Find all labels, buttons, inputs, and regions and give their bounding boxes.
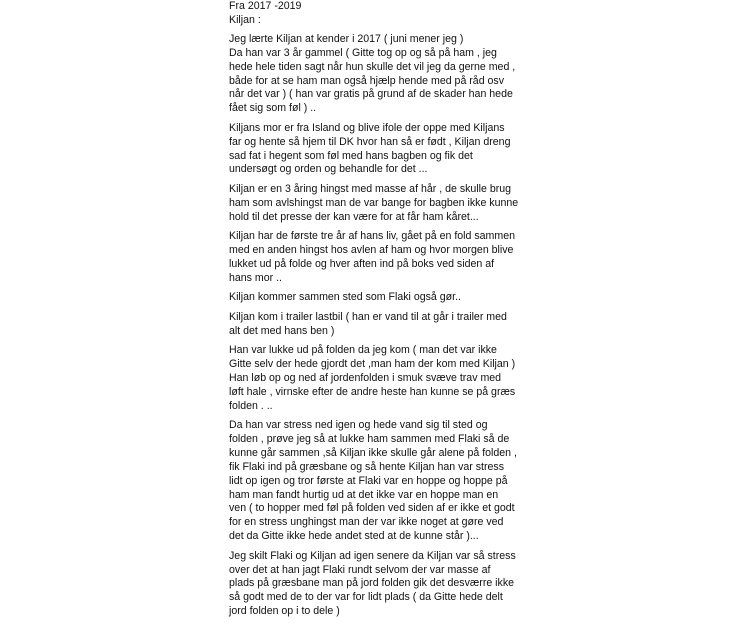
paragraph-3: Kiljan er en 3 åring hingst med masse af hår , de skulle brug ham som avlshingst man de var bange for bagben ikke kunne hold til det presse der kan være for at får ham kåret...	[229, 182, 519, 223]
paragraph-7: Han var lukke ud på folden da jeg kom ( man det var ikke Gitte selv der hede gjordt det ,man ham der kom med Kiljan ) Han løb op og ned af jordenfolden i smuk svæve trav med løft hale , virnske efter de andre heste han kunne se på græs folden . ..	[229, 343, 516, 412]
note-header: Fra 2017 -2019 Kiljan :	[229, 0, 302, 26]
paragraph-2: Kiljans mor er fra Island og blive ifole der oppe med Kiljans far og hente så hjem til DK hvor han så er født , Kiljan dreng sad fat i hegent som føl med hans bagben og fik det undersøgt og orden og behandle for det ...	[229, 121, 511, 176]
paragraph-1: Jeg lærte Kiljan at kender i 2017 ( juni mener jeg ) Da han var 3 år gammel ( Gitte tog op og så på ham , jeg hede hele tiden sagt når hun skulle det vil jeg da gerne med , både for at se ham man også hjælp hende med på råd osv når det var ) ( han var gratis på grund af de skader han hede fået sig som føl ) ..	[229, 32, 516, 115]
paragraph-6: Kiljan kom i trailer lastbil ( han er vand til at går i trailer med alt det med hans ben )	[229, 310, 507, 337]
paragraph-4: Kiljan har de første tre år af hans liv, gået på en fold sammen med en anden hingst hos avlen af ham og hvor morgen blive lukket ud på folde og hver aften ind på boks ved siden af hans mor ..	[229, 230, 515, 284]
note-text-block	[229, 0, 519, 625]
paragraph-9: Jeg skilt Flaki og Kiljan ad igen senere da Kiljan var så stress over det at han jagt Flaki rundt selvom der var masse af plads på græsbane man på jord folden gik det desværre ikke så godt med de to der var for lidt plads ( da Gitte hede delt jord folden op i to dele )	[229, 549, 516, 618]
paragraph-5: Kiljan kommer sammen sted som Flaki også gør..	[229, 291, 461, 304]
paragraph-8: Da han var stress ned igen og hede vand sig til sted og folden , prøve jeg så at lukke ham sammen med Flaki så de kunne går sammen ,så Kiljan ikke skulle går alene på folden , fik Flaki ind på græsbane og så hente Kiljan han var stress lidt op igen og tror første at Flaki var en hoppe og hoppe på ham man fandt hurtig ud at det ikke var en hoppe man en ven ( to hopper med føl på folden ved siden af er ikke et godt for en stress unghingst man der var ikke noget at gøre ved det da Gitte ikke hede andet sted at de kunne står )...	[229, 418, 517, 543]
